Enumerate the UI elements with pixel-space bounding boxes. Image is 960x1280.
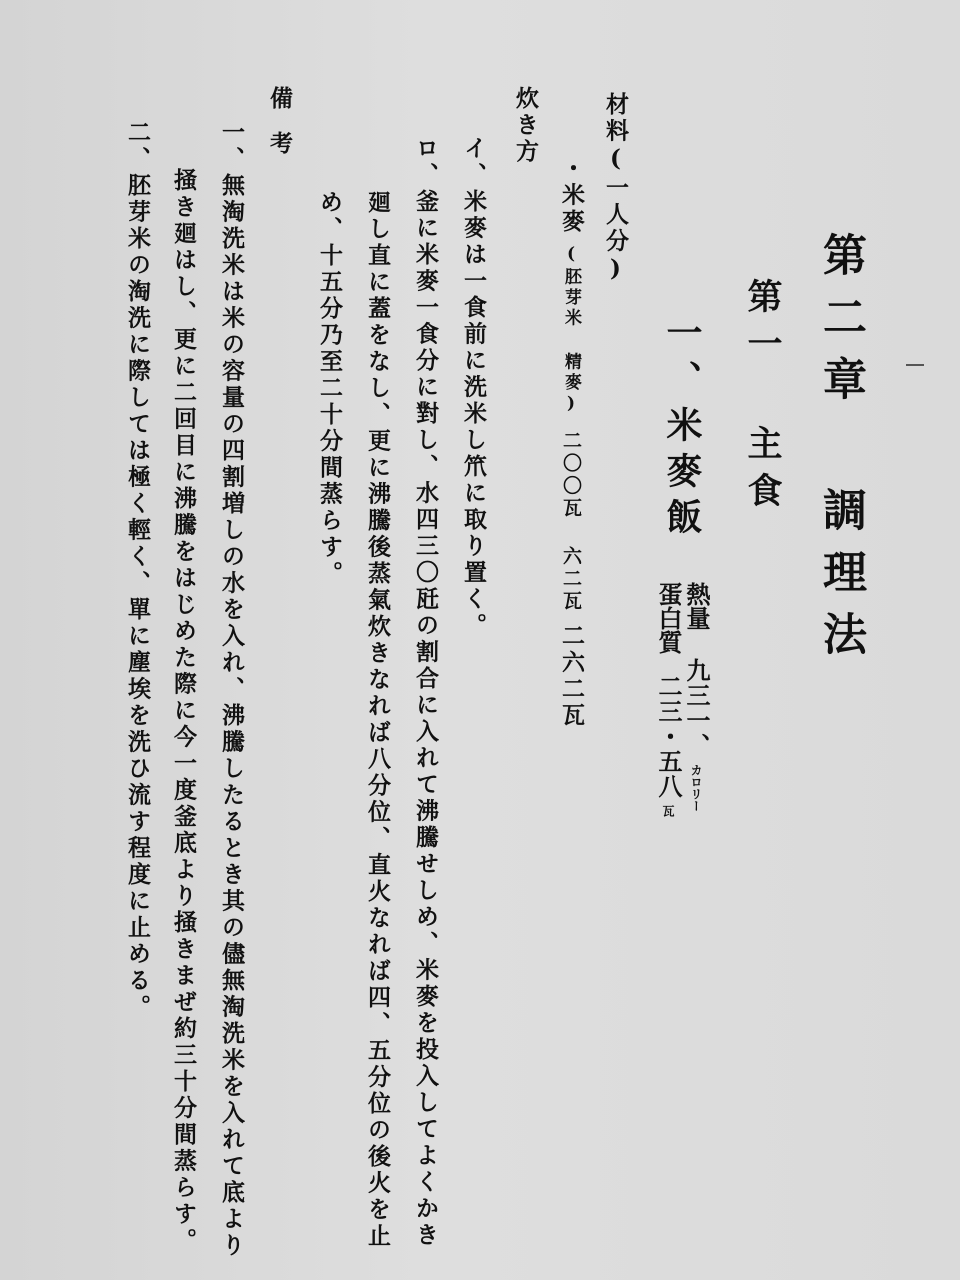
- calorie-info: [682, 582, 711, 812]
- materials-amounts: 二〇〇瓦 六二瓦: [560, 430, 582, 614]
- note-1-line-2: 掻き廻はし、更に二回目に沸騰をはじめた際に今一度釜底より掻きまぜ約三十分間蒸らす。: [170, 168, 197, 1255]
- protein-value: 二三・五八: [654, 674, 683, 799]
- materials-total: 二六二瓦: [558, 623, 585, 730]
- dish-title: 一、米麥飯: [661, 314, 703, 544]
- page-mark: [906, 364, 924, 366]
- cooking-heading: 炊き方: [512, 86, 539, 166]
- protein-unit: 瓦: [661, 805, 675, 817]
- cooking-step-2-line-3: め、十五分乃至二十分間蒸らす。: [316, 190, 343, 588]
- calorie-value: 九三一、: [682, 658, 711, 758]
- protein-label: 蛋白質: [654, 582, 683, 654]
- cooking-step-2-line-2: 廻し直に蓋をなし、更に沸騰後蒸氣炊きなれば八分位、直火なれば四、五分位の後火を止: [364, 190, 391, 1250]
- cooking-step-1: イ、米麥は一食前に洗米し笊に取り置く。: [460, 136, 487, 640]
- materials-line: [560, 156, 583, 730]
- cooking-step-2-line-1: ロ、釜に米麥一食分に對し、水四三〇瓩の割合に入れて沸騰せしめ、米麥を投入してよくかき: [412, 136, 439, 1249]
- calorie-unit: カロリー: [689, 764, 703, 812]
- section-title: 第一 主食: [742, 278, 783, 519]
- notes-heading: 備考: [266, 86, 293, 176]
- protein-info: [654, 582, 683, 817]
- materials-heading: 材料(一人分): [602, 92, 629, 286]
- note-1-line-1: 一、無淘洗米は米の容量の四割増しの水を入れ、沸騰したるとき其の儘無淘洗米を入れて底より: [218, 120, 245, 1260]
- materials-bracket: (胚芽米 精麥): [561, 243, 581, 417]
- calorie-label: 熱量: [682, 582, 711, 630]
- chapter-title: 第二章 調理法: [815, 232, 866, 673]
- materials-item: ・米麥: [558, 156, 585, 236]
- note-2-line-1: 二、胚芽米の淘洗に際しては極く輕く、單に塵埃を洗ひ流す程度に止める。: [124, 120, 151, 1021]
